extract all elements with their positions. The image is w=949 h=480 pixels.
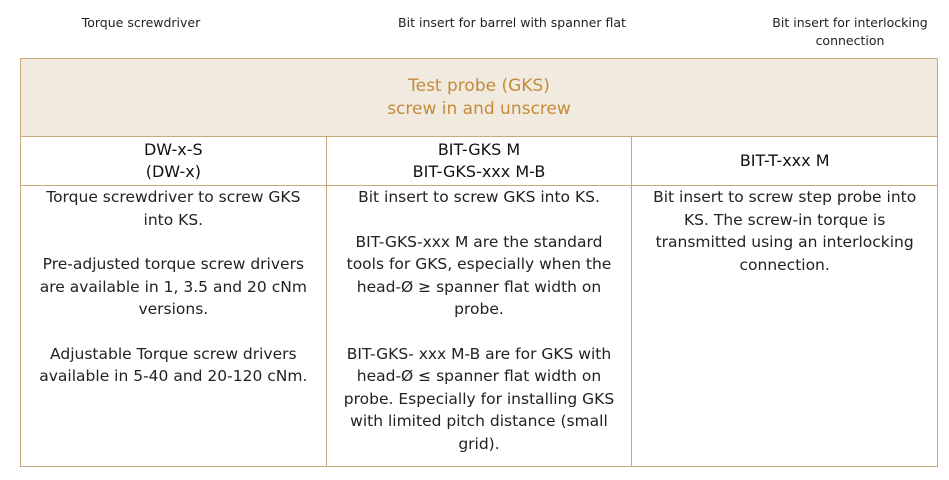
banner-title: Test probe (GKS) [408, 75, 550, 96]
column-heading-bit-gks [326, 137, 632, 186]
description-paragraph: Bit insert to screw GKS into KS. [358, 188, 600, 206]
banner-subtitle: screw in and unscrew [387, 98, 571, 119]
description-paragraph: Bit insert to screw step probe into KS. The screw-in torque is transmitted using an interlocking connection. [653, 188, 917, 274]
heading-line: BIT-GKS M [437, 140, 521, 159]
description-cell-dw [21, 186, 327, 467]
description-paragraph: Adjustable Torque screw drivers available in 5-40 and 20-120 cNm. [39, 344, 308, 385]
description-paragraph: Pre-adjusted torque screw drivers are available in 1, 3.5 and 20 cNm versions. [39, 255, 307, 318]
heading-line: DW-x-S [143, 140, 203, 159]
tool-table [20, 58, 938, 467]
heading-line: (DW-x) [145, 162, 201, 181]
description-paragraph: BIT-GKS-xxx M are the standard tools for GKS, especially when the head-Ø ≥ spanner flat width on probe. [346, 232, 612, 318]
description-paragraph: BIT-GKS- xxx M-B are for GKS with head-Ø ≤ spanner flat width on probe. Especially for installing GKS with limited pitch distance (small grid). [343, 344, 615, 453]
description-cell-bit-t [632, 186, 938, 467]
heading-line: BIT-GKS-xxx M-B [412, 162, 546, 181]
column-heading-dw [21, 137, 327, 186]
caption-torque-screwdriver: Torque screwdriver [81, 15, 201, 30]
caption-bit-insert-spanner-flat: Bit insert for barrel with spanner flat [398, 15, 626, 30]
table-banner [21, 59, 938, 137]
description-cell-bit-gks [326, 186, 632, 467]
column-heading-bit-t [632, 137, 938, 186]
caption-bit-insert-interlocking: Bit insert for interlocking connection [772, 15, 928, 48]
heading-line: BIT-T-xxx M [739, 151, 830, 170]
description-paragraph: Torque screwdriver to screw GKS into KS. [46, 188, 301, 229]
